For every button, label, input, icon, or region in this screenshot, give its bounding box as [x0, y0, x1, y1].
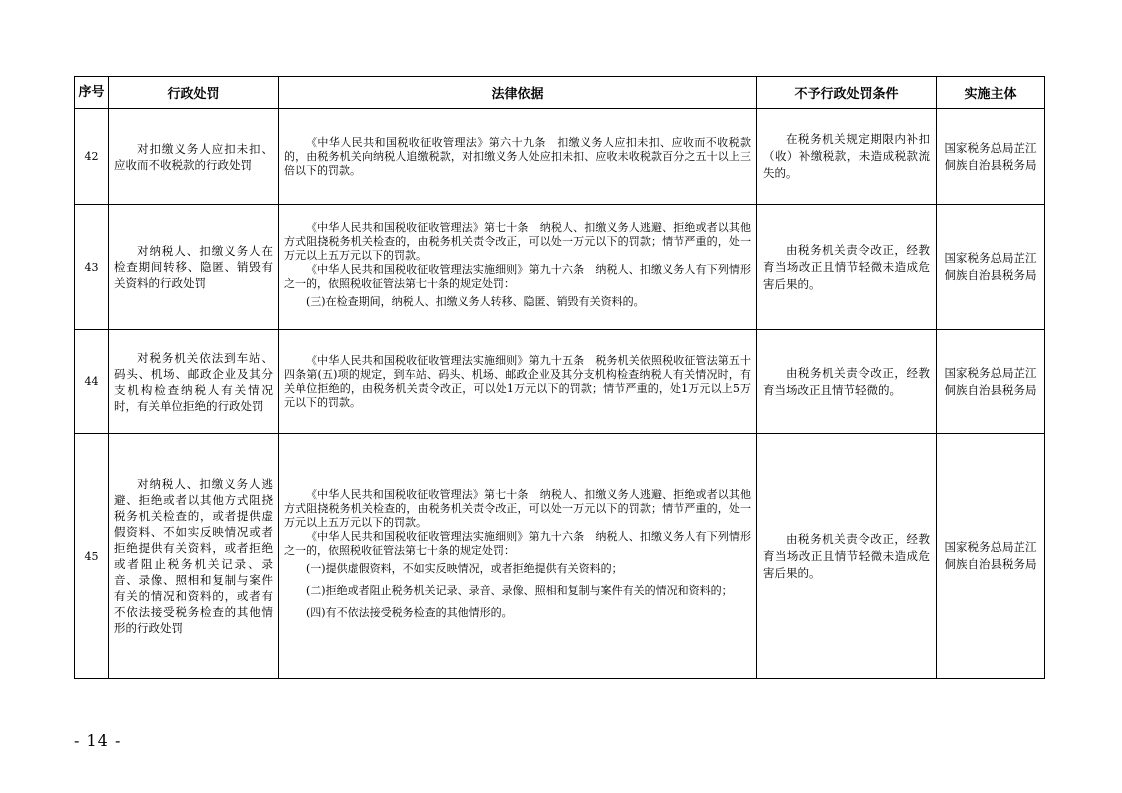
- condition-cell: [757, 330, 937, 434]
- condition-text: 由税务机关责令改正，经教育当场改正且情节轻微的。: [763, 365, 930, 397]
- header-agency: 实施主体: [937, 77, 1045, 109]
- penalty-cell: [109, 434, 279, 679]
- legal-basis-cell: [279, 205, 757, 330]
- legal-clause: (二)拒绝或者阻止税务机关记录、录音、录像、照相和复制与案件有关的情况和资料的；: [306, 584, 733, 597]
- penalty-text: 对纳税人、扣缴义务人逃避、拒绝或者以其他方式阻挠税务机关检查的，或者提供虚假资料、不如实反映情况或者拒绝提供有关资料，或者拒绝或者阻止税务机关记录、录音、录像、照相和复制与案件有关的情况和资料的，或者有不依法接受税务检查的其他情形的行政处罚: [114, 477, 273, 635]
- condition-cell: [757, 109, 937, 205]
- header-penalty: 行政处罚: [109, 77, 279, 109]
- penalty-text: 对税务机关依法到车站、码头、机场、邮政企业及其分支机构检查纳税人有关情况时，有关单位拒绝的行政处罚: [114, 350, 273, 413]
- page-number: - 14 -: [74, 731, 122, 750]
- condition-cell: [757, 434, 937, 679]
- row-number: 44: [75, 330, 109, 434]
- legal-paragraph: 《中华人民共和国税收征收管理法》第六十九条 扣缴义务人应扣未扣、应收而不收税款的，由税务机关向纳税人追缴税款，对扣缴义务人处应扣未扣、应收未收税款百分之五十以上三倍以下的罚款。: [284, 135, 751, 177]
- legal-clause: (四)有不依法接受税务检查的其他情形的。: [306, 606, 513, 619]
- condition-text: 由税务机关责令改正，经教育当场改正且情节轻微未造成危害后果的。: [763, 531, 930, 580]
- penalty-text: 对纳税人、扣缴义务人在检查期间转移、隐匿、销毁有关资料的行政处罚: [114, 244, 273, 290]
- table-row: [75, 109, 1045, 205]
- table-body: [75, 109, 1045, 679]
- legal-clause: (三)在检查期间，纳税人、扣缴义务人转移、隐匿、销毁有关资料的。: [306, 295, 645, 308]
- legal-clause: (一)提供虚假资料，不如实反映情况，或者拒绝提供有关资料的；: [306, 562, 623, 575]
- condition-text: 在税务机关规定期限内补扣（收）补缴税款，未造成税款流失的。: [763, 132, 930, 180]
- penalty-cell: [109, 109, 279, 205]
- header-condition: 不予行政处罚条件: [757, 77, 937, 109]
- penalty-cell: [109, 205, 279, 330]
- legal-basis-cell: [279, 434, 757, 679]
- row-number: 42: [75, 109, 109, 205]
- row-number: 43: [75, 205, 109, 330]
- legal-paragraph: 《中华人民共和国税收征收管理法》第七十条 纳税人、扣缴义务人逃避、拒绝或者以其他方式阻挠税务机关检查的，由税务机关责令改正，可以处一万元以下的罚款；情节严重的，处一万元以上五万元以下的罚款。: [284, 221, 751, 262]
- agency-cell: 国家税务总局芷江侗族自治县税务局: [937, 434, 1045, 679]
- row-number: 45: [75, 434, 109, 679]
- legal-paragraph: 《中华人民共和国税收征收管理法》第七十条 纳税人、扣缴义务人逃避、拒绝或者以其他方式阻挠税务机关检查的，由税务机关责令改正，可以处一万元以下的罚款；情节严重的，处一万元以上五万元以下的罚款。: [284, 488, 751, 529]
- agency-cell: 国家税务总局芷江侗族自治县税务局: [937, 205, 1045, 330]
- header-num: 序号: [75, 77, 109, 109]
- legal-basis-cell: [279, 330, 757, 434]
- agency-cell: 国家税务总局芷江侗族自治县税务局: [937, 330, 1045, 434]
- legal-basis-cell: [279, 109, 757, 205]
- condition-cell: [757, 205, 937, 330]
- legal-paragraph: 《中华人民共和国税收征收管理法实施细则》第九十六条 纳税人、扣缴义务人有下列情形之一的，依照税收征管法第七十条的规定处罚：: [284, 263, 751, 290]
- table-header-row: [75, 77, 1045, 109]
- condition-text: 由税务机关责令改正，经教育当场改正且情节轻微未造成危害后果的。: [763, 242, 930, 291]
- table-row: [75, 330, 1045, 434]
- table-row: [75, 205, 1045, 330]
- penalty-cell: [109, 330, 279, 434]
- table-row: [75, 434, 1045, 679]
- penalty-text: 对扣缴义务人应扣未扣、应收而不收税款的行政处罚: [114, 141, 273, 172]
- header-legal: 法律依据: [279, 77, 757, 109]
- agency-cell: 国家税务总局芷江侗族自治县税务局: [937, 109, 1045, 205]
- legal-paragraph: 《中华人民共和国税收征收管理法实施细则》第九十六条 纳税人、扣缴义务人有下列情形之一的，依照税收征管法第七十条的规定处罚：: [284, 530, 751, 557]
- legal-paragraph: 《中华人民共和国税收征收管理法实施细则》第九十五条 税务机关依照税收征管法第五十四条第(五)项的规定，到车站、码头、机场、邮政企业及其分支机构检查纳税人有关情况时，有关单位拒绝的，由税务机关责令改正，可以处1万元以下的罚款；情节严重的，处1万元以上5万元以下的罚款。: [284, 353, 751, 409]
- penalty-table: [74, 76, 1045, 679]
